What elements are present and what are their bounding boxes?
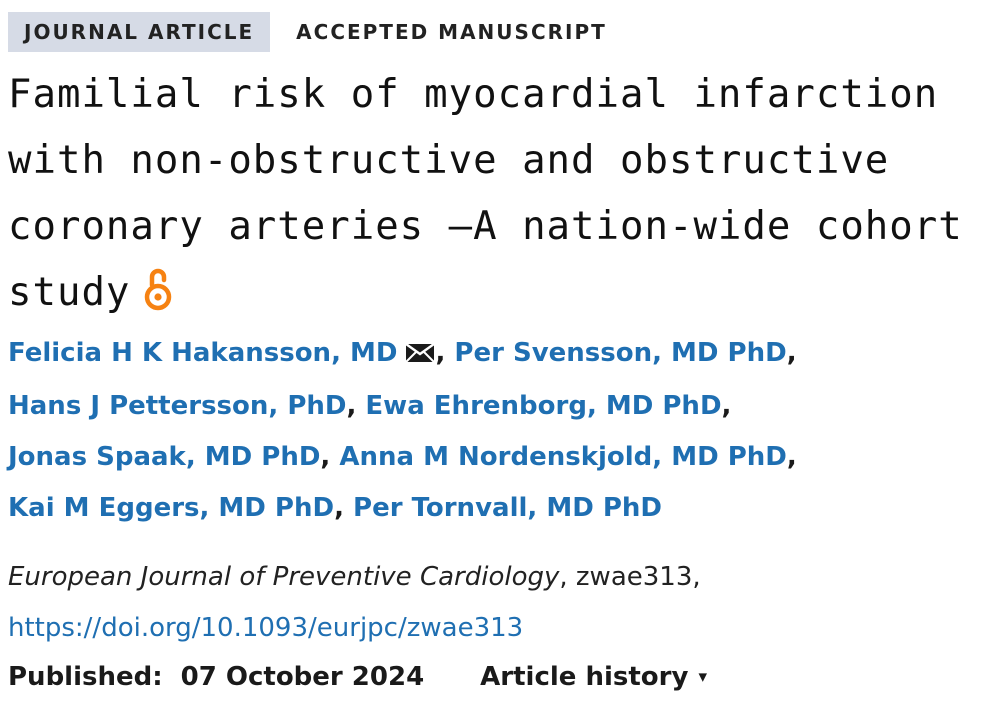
accepted-manuscript-badge: ACCEPTED MANUSCRIPT (296, 20, 607, 44)
author-link[interactable]: Jonas Spaak, MD PhD (8, 442, 321, 472)
author-link[interactable]: Hans J Pettersson, PhD (8, 391, 347, 421)
caret-down-icon: ▾ (698, 667, 707, 687)
citation-block (8, 552, 993, 654)
doi-link[interactable]: https://doi.org/10.1093/eurjpc/zwae313 (8, 613, 524, 643)
article-history-label: Article history (480, 662, 689, 692)
published-date: 07 October 2024 (180, 662, 425, 692)
author-link[interactable]: Anna M Nordenskjold, MD PhD (339, 442, 787, 472)
author-separator: , (435, 338, 455, 368)
article-title (8, 62, 993, 332)
article-history-toggle[interactable] (480, 653, 707, 701)
publication-row (8, 653, 993, 701)
journal-article-badge: JOURNAL ARTICLE (8, 12, 270, 52)
author-link[interactable]: Per Svensson, MD PhD (454, 338, 787, 368)
author-link[interactable]: Per Tornvall, MD PhD (353, 493, 662, 523)
envelope-icon[interactable] (405, 330, 435, 381)
author-separator: , (320, 442, 340, 472)
article-title-text: Familial risk of myocardial infarction with non-obstructive and obstructive coronary arteries –A nation-wide cohort study (8, 72, 963, 315)
author-list (8, 328, 993, 534)
citation-separator: , (692, 562, 701, 592)
author-separator: , (786, 338, 797, 368)
author-link[interactable]: Felicia H K Hakansson, MD (8, 338, 398, 368)
journal-name: European Journal of Preventive Cardiology (8, 562, 560, 592)
article-type-badges (8, 12, 623, 52)
author-link[interactable]: Kai M Eggers, MD PhD (8, 493, 335, 523)
author-link[interactable]: Ewa Ehrenborg, MD PhD (365, 391, 722, 421)
author-separator: , (334, 493, 354, 523)
author-separator: , (346, 391, 366, 421)
article-id: zwae313 (575, 562, 693, 592)
citation-separator: , (559, 562, 576, 592)
open-access-icon (144, 266, 172, 332)
author-separator: , (721, 391, 732, 421)
published-label: Published: (8, 662, 163, 692)
author-separator: , (786, 442, 797, 472)
